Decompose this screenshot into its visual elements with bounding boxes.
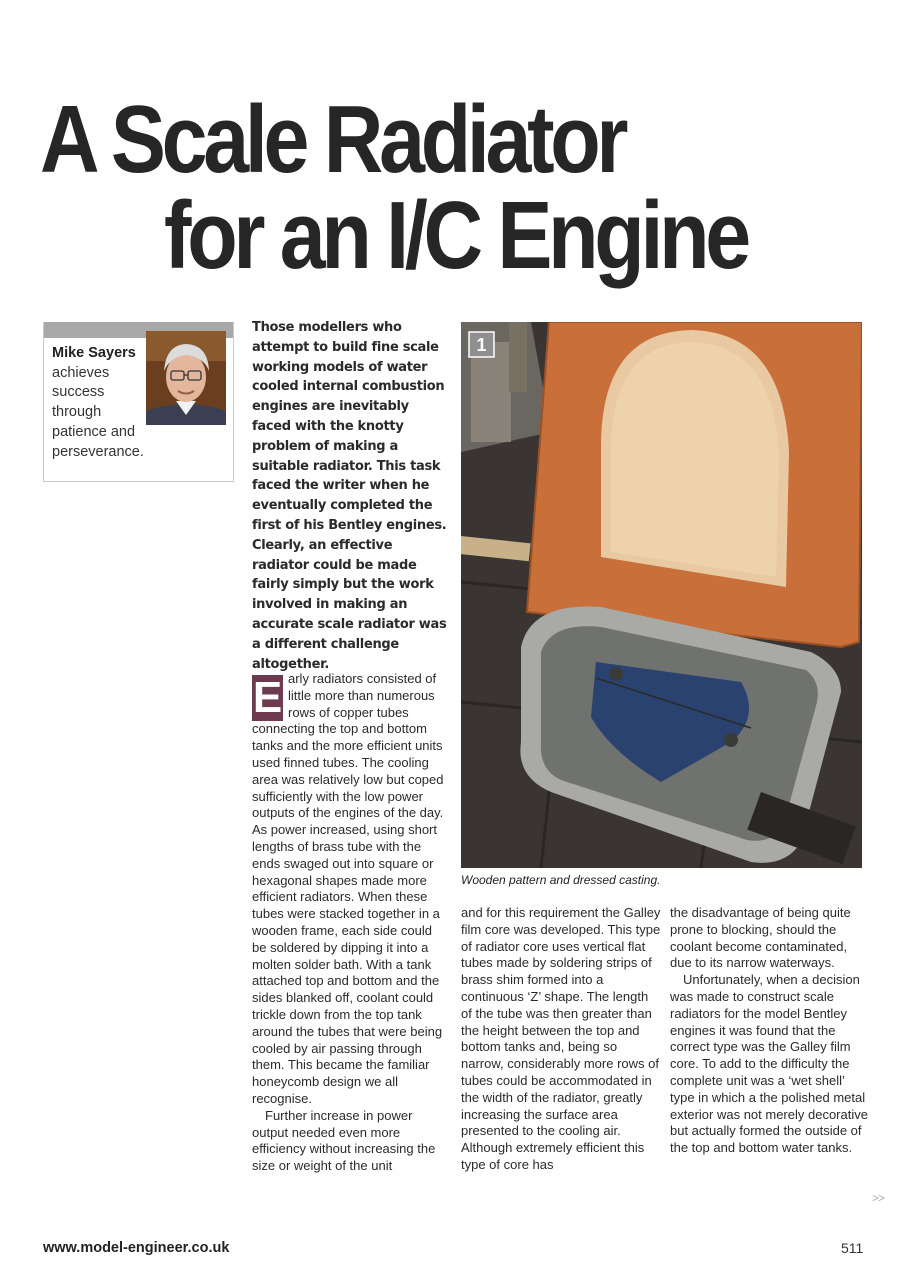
author-byline xyxy=(52,344,152,462)
article-title-line-1: A Scale Radiator xyxy=(40,86,625,193)
continued-marker: >> xyxy=(872,1191,885,1205)
body-column-2 xyxy=(461,905,661,1174)
author-photo xyxy=(146,331,226,425)
body-paragraph: and for this requirement the Galley film core was developed. This type of radiator core uses vertical flat tubes made by soldering strips of brass shim formed into a continuous ‘Z’ shape. The length of the tube was then greater than the height between the top and bottom tanks and, being so narrow, considerably more rows of tubes could be accommodated in the width of the radiator, greatly increasing the surface area presented to the cooling air. Although extremely efficient this type of core has xyxy=(461,905,661,1172)
body-paragraph: the disadvantage of being quite prone to blocking, should the coolant become contaminated, due to its narrow waterways. xyxy=(670,905,851,971)
author-box xyxy=(43,322,234,482)
footer-website-url[interactable]: www.model-engineer.co.uk xyxy=(43,1240,230,1256)
body-column-1 xyxy=(252,671,448,1175)
body-paragraph-text: arly radiators consisted of little more than numerous rows of copper tubes connecting the top and bottom tanks and the more efficient units used finned tubes. The cooling area was relatively low but coped sufficiently with the low power outputs of the engines of the day. As power increased, using short lengths of brass tube with the ends swaged out into square or hexagonal shapes made more efficient radiators. When these tubes were stacked together in a wooden frame, each side could be soldered by dipping it into a molten solder bath. With a tank attached top and bottom and the sides blanked off, coolant could trickle down from the top tank around the tubes that were being cooled by air passing through them. This became the familiar honeycomb design we all recognise. xyxy=(252,671,444,1106)
figure-caption: Wooden pattern and dressed casting. xyxy=(461,873,661,887)
body-paragraph: Further increase in power output needed even more efficiency without increasing the size or weight of the unit xyxy=(252,1107,436,1174)
author-name: Mike Sayers xyxy=(52,345,136,361)
intro-paragraph: Those modellers who attempt to build fine scale working models of water cooled internal combustion engines are inevitably faced with the knotty problem of making a suitable radiator. This task faced the writer when he eventually completed the first of his Bentley engines. Clearly, an effective radiator could be made fairly simply but the work involved in making an accurate scale radiator was a different challenge altogether. xyxy=(252,320,447,672)
body-paragraph xyxy=(252,671,448,1108)
body-paragraph: Unfortunately, when a decision was made to construct scale radiators for the model Bentley engines it was found that the correct type was the Galley film core. To add to the difficulty the complete unit was a ‘wet shell’ type in which a the polished metal exterior was not merely decorative but actually formed the outside of the top and bottom water tanks. xyxy=(670,972,868,1156)
figure-photo xyxy=(461,322,862,868)
drop-cap: E xyxy=(252,673,283,722)
figure-number: 1 xyxy=(476,335,487,355)
page-number: 511 xyxy=(841,1240,864,1256)
article-title-line-2: for an I/C Engine xyxy=(164,182,747,289)
body-column-3 xyxy=(670,905,870,1157)
author-tagline: achieves success through patience and perseverance. xyxy=(52,364,144,460)
